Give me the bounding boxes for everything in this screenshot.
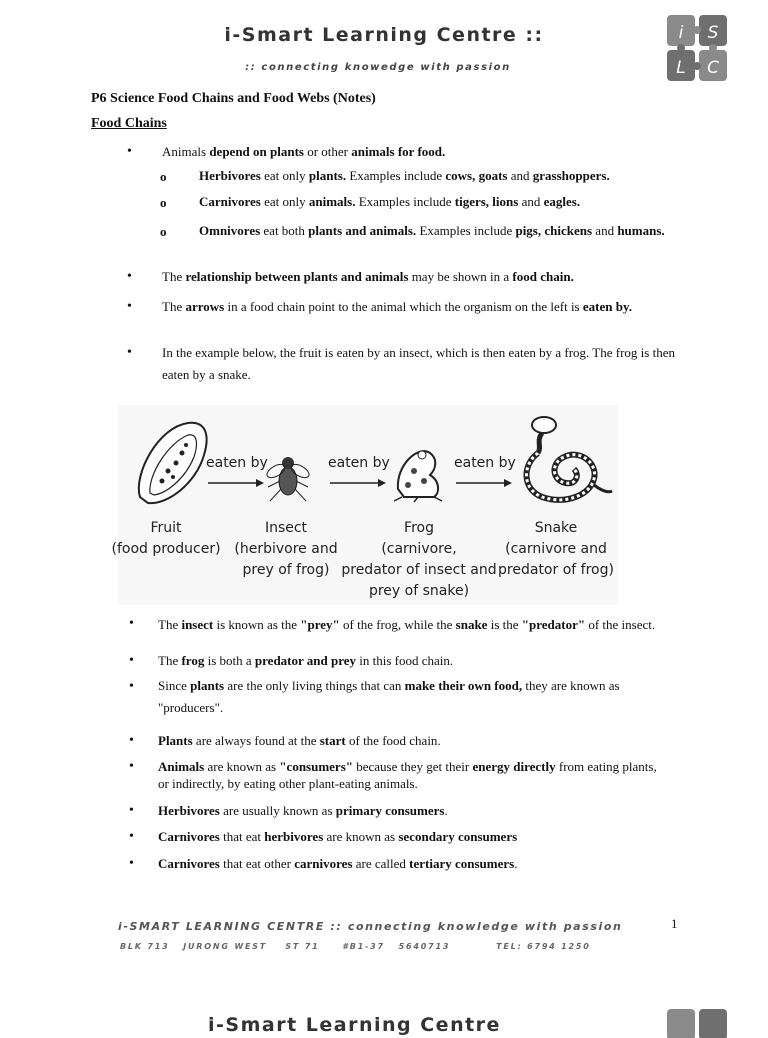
footer-centre-name: i-SMART LEARNING CENTRE :: connecting knowledge with passion [118,920,623,933]
bullet-plants-start: Plants are always found at the start of the food chain. [158,733,441,748]
bullet-dot: • [127,299,132,314]
logo-letter-s: S [707,23,719,43]
organism-role-insect-1: (herbivore and [234,541,338,557]
bullet-dot: • [129,759,134,774]
sub-bullet-omnivores: Omnivores eat both plants and animals. Examples include pigs, chickens and humans. [199,223,665,238]
bullet-producers: Since plants are the only living things that can make their own food, they are known as "producers". [158,678,620,715]
section-title: Food Chains [91,116,167,131]
bullet-tertiary-consumers: Carnivores that eat other carnivores are called tertiary consumers. [158,856,518,871]
sub-bullet-marker: o [160,195,167,210]
document-title: P6 Science Food Chains and Food Webs (Notes) [91,91,376,106]
organism-role-snake-2: predator of frog) [498,562,614,578]
organism-role-fruit: (food producer) [111,541,221,557]
arrow-label: eaten by [454,455,516,471]
next-page-logo [666,1008,728,1038]
bullet-dot: • [129,803,134,818]
bullet-dot: • [129,653,134,668]
arrow-label: eaten by [206,455,268,471]
isl-puzzle-logo [666,14,728,82]
logo-letter-c: C [707,58,719,78]
bullet-primary-consumers: Herbivores are usually known as primary consumers. [158,803,448,818]
organism-role-frog-3: prey of snake) [368,583,470,599]
bullet-dot: • [129,616,134,631]
arrow-label: eaten by [328,455,390,471]
logo-letter-i: i [678,23,684,43]
page-number: 1 [671,916,678,931]
bullet-dot: • [129,679,134,694]
sub-bullet-marker: o [160,224,167,239]
sub-bullet-marker: o [160,169,167,184]
bullet-consumers: Animals are known as "consumers" because they get their energy directly from eating plants, or indirectly, by eating other plant-eating animals. [158,759,657,791]
bullet-relationship: The relationship between plants and animals may be shown in a food chain. [162,269,574,284]
bullet-dot: • [129,733,134,748]
bullet-secondary-consumers: Carnivores that eat herbivores are known as secondary consumers [158,829,518,844]
organism-name-insect: Insect [264,520,308,536]
bullet-frog: The frog is both a predator and prey in this food chain. [158,653,454,668]
organism-role-snake-1: (carnivore and [505,541,607,557]
bullet-arrows: The arrows in a food chain point to the animal which the organism on the left is eaten by. [162,299,632,314]
bullet-dot: • [127,144,132,159]
bullet-dot: • [127,345,132,360]
food-chain-diagram [111,405,618,605]
bullet-animals-food: Animals depend on plants or other animals for food. [162,144,446,159]
organism-role-frog-2: predator of insect and [341,562,497,578]
organism-name-frog: Frog [404,520,434,536]
logo-letter-l: L [676,58,686,78]
bullet-dot: • [129,856,134,871]
bullet-prey-predator: The insect is known as the "prey" of the frog, while the snake is the "predator" of the insect. [158,617,656,632]
header-subtitle: :: connecting knowedge with passion [245,62,511,73]
footer-address: BLK 713 JURONG WEST ST 71 #B1-37 5640713 TEL: 6794 1250 [120,942,591,951]
next-page-header: i-Smart Learning Centre [208,1014,501,1036]
header-title: i-Smart Learning Centre :: [224,24,544,46]
organism-role-insect-2: prey of frog) [242,562,330,578]
bullet-dot: • [129,829,134,844]
organism-name-snake: Snake [534,520,578,536]
bullet-example: In the example below, the fruit is eaten by an insect, which is then eaten by a frog. The frog is then eaten by a snake. [162,345,675,382]
organism-role-frog-1: (carnivore, [381,541,457,557]
sub-bullet-carnivores: Carnivores eat only animals. Examples include tigers, lions and eagles. [199,194,581,209]
sub-bullet-herbivores: Herbivores eat only plants. Examples include cows, goats and grasshoppers. [199,168,610,183]
organism-name-fruit: Fruit [150,520,182,536]
bullet-dot: • [127,269,132,284]
